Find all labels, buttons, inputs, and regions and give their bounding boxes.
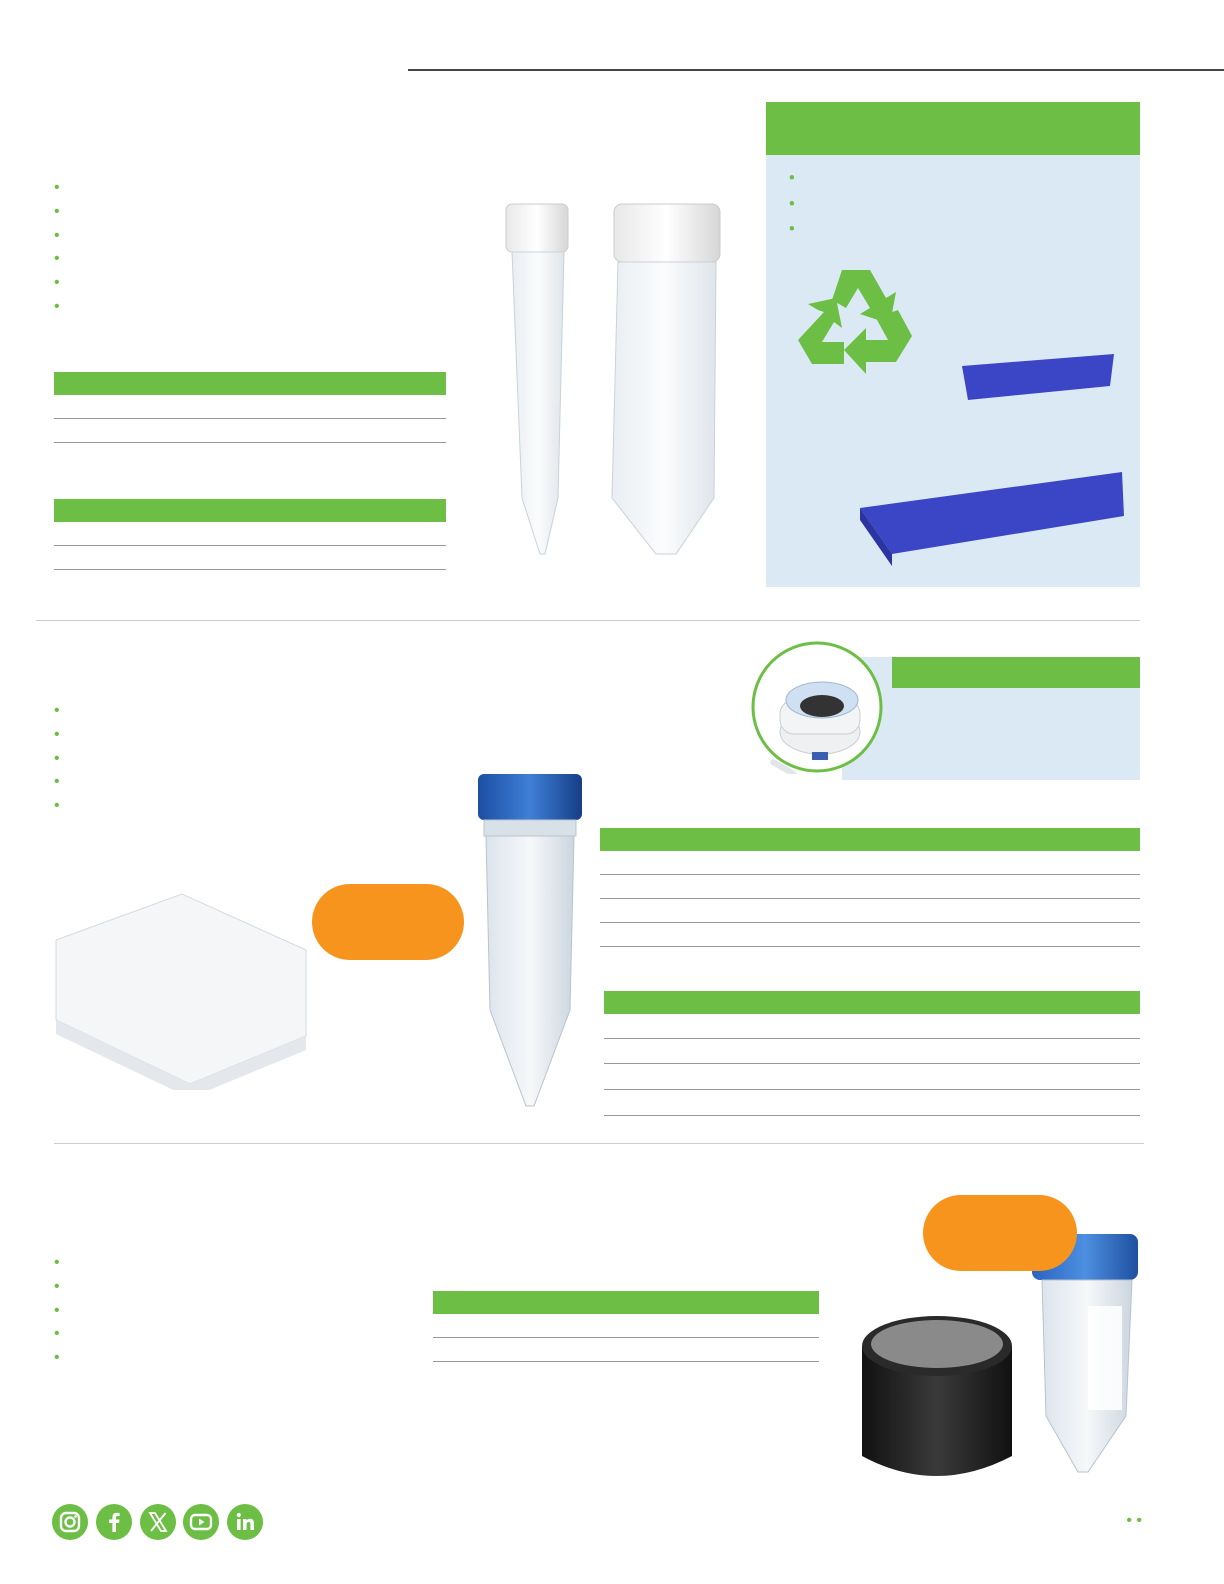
- table-row: [600, 923, 1140, 947]
- cell: [154, 419, 339, 443]
- cell: [724, 1064, 964, 1090]
- cell: [154, 546, 339, 570]
- col-header: [54, 499, 154, 522]
- cell: [433, 1314, 529, 1338]
- table-row: [54, 546, 446, 570]
- cell: [724, 1039, 964, 1064]
- racks-illustration: [852, 258, 1132, 578]
- cell: [604, 1064, 724, 1090]
- bullets-25ml: [54, 1251, 64, 1370]
- bullet-item: [54, 1346, 64, 1370]
- table-5ml-accessories: [604, 991, 1140, 1116]
- title-rule: [408, 69, 1224, 71]
- cell: [154, 395, 339, 419]
- col-header: [433, 1291, 529, 1314]
- cell: [339, 546, 446, 570]
- table-row: [433, 1338, 819, 1362]
- col-header: [339, 499, 446, 522]
- cell: [950, 923, 1140, 947]
- bullet-item: [54, 176, 64, 200]
- bullet-item: [789, 166, 799, 192]
- racks-bullets: [789, 166, 799, 243]
- col-header: [964, 991, 1140, 1014]
- cell: [720, 923, 950, 947]
- bullet-item: [54, 1251, 64, 1275]
- cell: [950, 899, 1140, 923]
- bullet-item: [789, 217, 799, 243]
- bullet-item: [54, 224, 64, 248]
- table-row: [54, 395, 446, 419]
- cell: [709, 1338, 819, 1362]
- same-diameter-bubble-15ml: [312, 884, 464, 960]
- bullet-item: [789, 192, 799, 218]
- col-header: [604, 991, 724, 1014]
- table-header-row: [433, 1291, 819, 1314]
- linkedin-icon[interactable]: [227, 1504, 263, 1540]
- cell: [720, 875, 950, 899]
- col-header: [724, 991, 964, 1014]
- section-divider: [36, 620, 1140, 621]
- cell: [54, 419, 154, 443]
- youtube-icon[interactable]: [183, 1504, 219, 1540]
- cell: [600, 875, 720, 899]
- table-row: [604, 1039, 1140, 1064]
- bullets-5ml: [54, 699, 64, 818]
- cell: [54, 522, 154, 546]
- table-5ml-tubes: [600, 828, 1140, 947]
- table-row: [54, 522, 446, 546]
- col-header: [154, 372, 339, 395]
- table-header-row: [54, 372, 446, 395]
- bullet-item: [54, 747, 64, 771]
- cell: [964, 1064, 1140, 1090]
- tube-15ml-illustration: [500, 198, 590, 560]
- col-header: [529, 1291, 709, 1314]
- cell: [529, 1338, 709, 1362]
- cell: [529, 1314, 709, 1338]
- cell: [154, 522, 339, 546]
- cell: [950, 851, 1140, 875]
- bullet-item: [54, 723, 64, 747]
- bullets-15-50: [54, 176, 64, 319]
- footer-contact: • •: [1126, 1512, 1142, 1529]
- table-25ml: [433, 1291, 819, 1362]
- tube-50ml-illustration: [604, 198, 724, 560]
- cell: [964, 1014, 1140, 1039]
- cell: [604, 1039, 724, 1064]
- table-row: [604, 1014, 1140, 1039]
- cell: [339, 419, 446, 443]
- facebook-icon[interactable]: [96, 1504, 132, 1540]
- bullet-item: [54, 1275, 64, 1299]
- table-header-row: [600, 828, 1140, 851]
- cell: [600, 923, 720, 947]
- cell: [600, 851, 720, 875]
- table-row: [604, 1064, 1140, 1090]
- bullet-item: [54, 794, 64, 818]
- table-header-row: [54, 499, 446, 522]
- cell: [964, 1039, 1140, 1064]
- bullet-item: [54, 200, 64, 224]
- col-header: [54, 372, 154, 395]
- rack-5ml-illustration: [50, 880, 312, 1090]
- bullet-item: [54, 770, 64, 794]
- centrifuge-product-image: [750, 640, 884, 774]
- instagram-icon[interactable]: [52, 1504, 88, 1540]
- cell: [339, 395, 446, 419]
- cell: [720, 851, 950, 875]
- cell: [433, 1338, 529, 1362]
- col-header: [720, 828, 950, 851]
- cell: [724, 1014, 964, 1039]
- table-50ml: [54, 499, 446, 570]
- cell: [604, 1090, 724, 1116]
- cell: [604, 1014, 724, 1039]
- tube-5ml-illustration: [470, 770, 590, 1112]
- col-header: [154, 499, 339, 522]
- bullet-item: [54, 1322, 64, 1346]
- section-divider: [54, 1143, 1144, 1144]
- cell: [950, 875, 1140, 899]
- recyclable-racks-title: [766, 102, 1140, 155]
- bullet-item: [54, 1299, 64, 1323]
- cell: [54, 395, 154, 419]
- table-header-row: [604, 991, 1140, 1014]
- cell: [709, 1314, 819, 1338]
- table-row: [600, 851, 1140, 875]
- bullet-item: [54, 295, 64, 319]
- x-icon[interactable]: [140, 1504, 176, 1540]
- col-header: [709, 1291, 819, 1314]
- col-header: [600, 828, 720, 851]
- bullet-item: [54, 699, 64, 723]
- featured-product-head: [892, 657, 1140, 688]
- col-header: [339, 372, 446, 395]
- table-row: [600, 899, 1140, 923]
- table-row: [54, 419, 446, 443]
- cell: [339, 522, 446, 546]
- cell: [964, 1090, 1140, 1116]
- table-row: [600, 875, 1140, 899]
- table-row: [433, 1314, 819, 1338]
- cell: [720, 899, 950, 923]
- cell: [54, 546, 154, 570]
- same-diameter-bubble-50ml: [923, 1195, 1077, 1271]
- bullet-item: [54, 247, 64, 271]
- cell: [724, 1090, 964, 1116]
- table-row: [604, 1090, 1140, 1116]
- col-header: [950, 828, 1140, 851]
- cell: [600, 899, 720, 923]
- bullet-item: [54, 271, 64, 295]
- table-15ml: [54, 372, 446, 443]
